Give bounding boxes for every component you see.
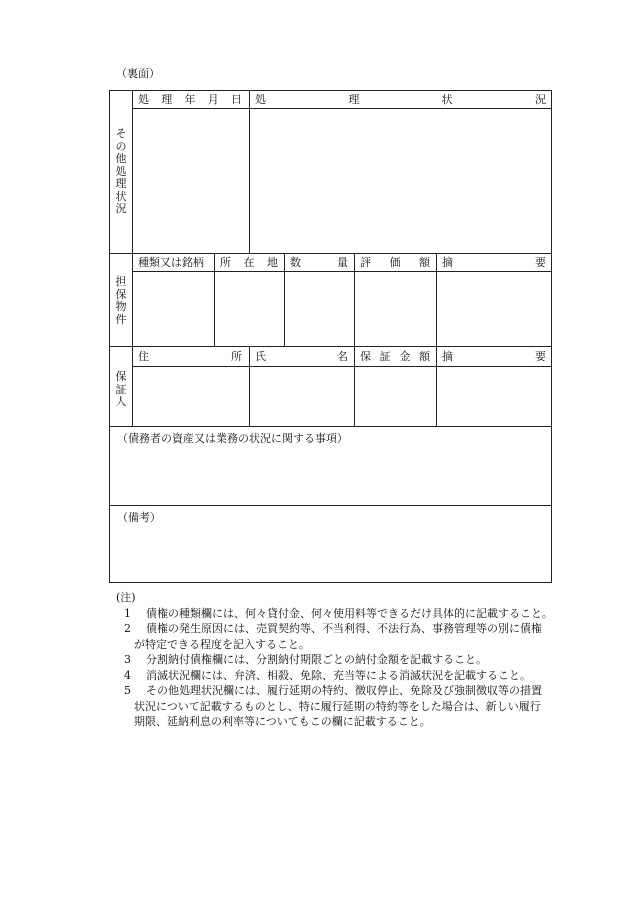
note-item: 2 債権の発生原因には、売買契約等、不当利得、不法行為、事務管理等の別に債権 xyxy=(124,622,542,635)
note-item: 5 その他処理状況欄には、履行延期の特約、徴収停止、免除及び強制徴収等の措置 xyxy=(124,684,542,697)
note-item-continuation: が特定できる程度を記入すること。 xyxy=(134,637,310,651)
note-item-continuation: 状況について記載するものとし、特に履行延期の特約等をした場合は、新しい履行 xyxy=(134,699,541,713)
note-item-continuation: 期限、延納利息の利率等についてもこの欄に記載すること。 xyxy=(134,715,431,728)
guarantor-address-header: 住 所 xyxy=(138,350,242,363)
note-item: 3 分割納付債権欄には、分割納付期限ごとの納付金額を記載すること。 xyxy=(124,653,487,666)
guarantor-name-header: 氏 名 xyxy=(255,350,348,363)
debtor-assets-label: （債務者の資産又は業務の状況に関する事項） xyxy=(117,432,348,445)
note-item: 1 債権の種類欄には、何々貸付金、何々使用料等できるだけ具体的に記載すること。 xyxy=(124,606,553,620)
processing-date-header: 処 理 年 月 日 xyxy=(138,93,242,106)
notes xyxy=(116,590,576,730)
collateral-summary-header: 摘 要 xyxy=(442,256,546,269)
collateral-location-header: 所 在 地 xyxy=(220,256,278,269)
collateral-section-label: 担 保 物 件 xyxy=(115,275,127,326)
guarantor-summary-header: 摘 要 xyxy=(442,350,546,363)
collateral-value-header: 評 価 額 xyxy=(360,256,430,269)
page-side-label: （裏面） xyxy=(116,67,160,80)
collateral-type-header: 種類又は銘柄 xyxy=(138,256,204,269)
guarantee-amount-header: 保 証 金 額 xyxy=(360,350,430,363)
collateral-quantity-header: 数 量 xyxy=(290,256,348,269)
notes-heading: (注) xyxy=(116,591,136,604)
remarks-label: （備考） xyxy=(117,511,161,524)
other-status-section-label: そ の 他 処 理 状 況 xyxy=(115,127,127,215)
note-item: 4 消滅状況欄には、弁済、相殺、免除、充当等による消滅状況を記載すること。 xyxy=(124,668,531,682)
guarantor-section-label: 保 証 人 xyxy=(115,370,127,408)
processing-status-header: 処 理 状 況 xyxy=(255,93,546,106)
